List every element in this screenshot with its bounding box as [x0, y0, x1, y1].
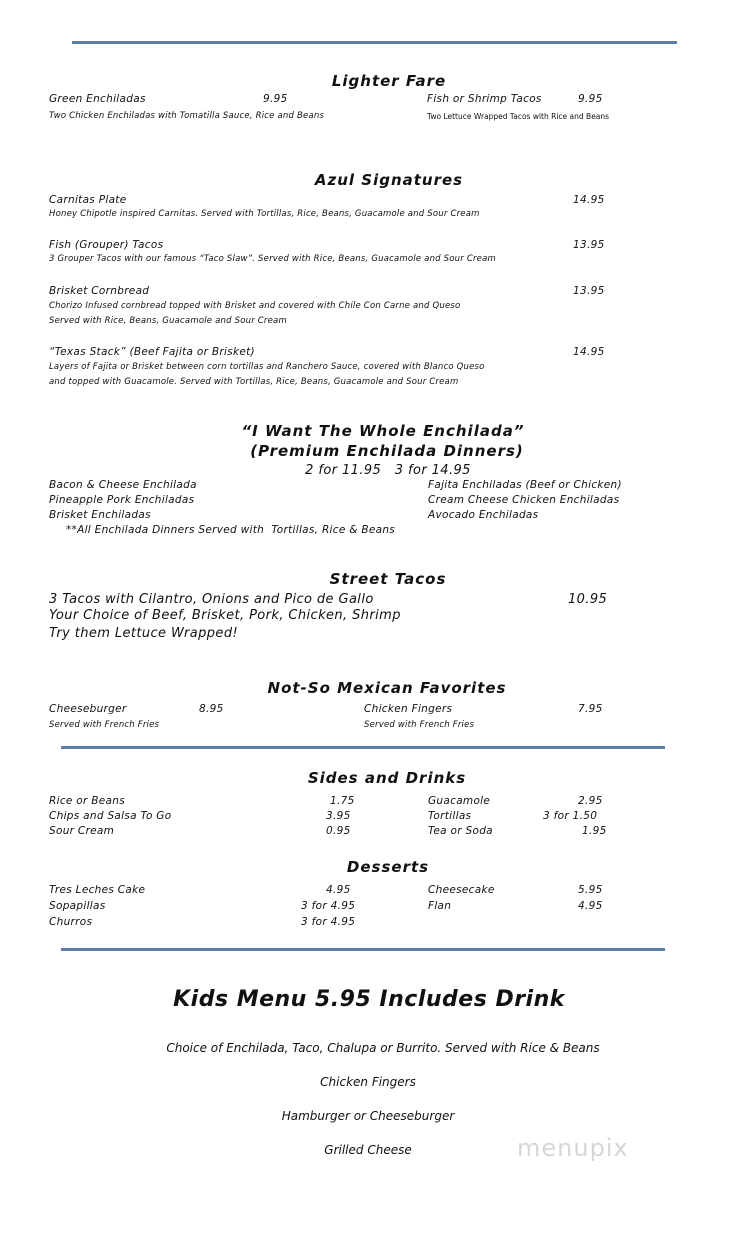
side-item-name: Sour Cream [49, 825, 115, 837]
signature-item-desc: and topped with Guacamole. Served with Tortillas, Rice, Beans, Guacamole and Sour Cream [49, 377, 459, 387]
signature-item-desc: Layers of Fajita or Brisket between corn tortillas and Ranchero Sauce, covered with Blanco Queso [49, 362, 485, 372]
enchilada-pricing: 2 for 11.95 3 for 14.95 [305, 463, 471, 478]
street-tacos-title: Street Tacos [329, 570, 447, 588]
side-item-name: Tortillas [428, 810, 472, 822]
side-item-name: Rice or Beans [49, 795, 125, 807]
dessert-item-price: 4.95 [578, 900, 603, 912]
kids-menu-item: Grilled Cheese [324, 1143, 412, 1157]
dessert-item-name: Churros [49, 916, 93, 928]
favorite-item-name: Chicken Fingers [364, 703, 453, 715]
signature-item-name: Brisket Cornbread [49, 285, 150, 297]
side-item-price: 1.95 [582, 825, 607, 837]
enchilada-option: Brisket Enchiladas [49, 509, 151, 521]
street-tacos-line: Try them Lettuce Wrapped! [49, 626, 239, 641]
enchilada-subtitle: (Premium Enchilada Dinners) [250, 442, 524, 460]
favorite-item-desc: Served with French Fries [364, 720, 475, 730]
lighter-item-price: 9.95 [578, 93, 603, 105]
sides-title: Sides and Drinks [307, 769, 467, 787]
favorite-item-name: Cheeseburger [49, 703, 127, 715]
dessert-item-name: Tres Leches Cake [49, 884, 146, 896]
signature-item-desc: Served with Rice, Beans, Guacamole and Sour Cream [49, 316, 287, 326]
signature-item-price: 13.95 [573, 239, 605, 251]
desserts-title: Desserts [346, 858, 430, 876]
dessert-item-price: 4.95 [326, 884, 351, 896]
side-item-price: 3.95 [326, 810, 351, 822]
signature-item-price: 14.95 [573, 346, 605, 358]
section-divider [61, 948, 665, 951]
signature-item-desc: Honey Chipotle inspired Carnitas. Served with Tortillas, Rice, Beans, Guacamole and Sour Cream [49, 209, 480, 219]
signature-item-price: 13.95 [573, 285, 605, 297]
section-divider [61, 746, 665, 749]
kids-menu-item: Choice of Enchilada, Taco, Chalupa or Burrito. Served with Rice & Beans [166, 1041, 600, 1055]
enchilada-option: Pineapple Pork Enchiladas [49, 494, 195, 506]
dessert-item-name: Sopapillas [49, 900, 106, 912]
side-item-price: 3 for 1.50 [543, 810, 598, 822]
side-item-price: 2.95 [578, 795, 603, 807]
side-item-price: 1.75 [330, 795, 355, 807]
street-tacos-line: Your Choice of Beef, Brisket, Pork, Chicken, Shrimp [49, 608, 401, 623]
kids-menu-title: Kids Menu 5.95 Includes Drink [173, 987, 565, 1012]
dessert-item-price: 5.95 [578, 884, 603, 896]
enchilada-option: Avocado Enchiladas [428, 509, 539, 521]
enchilada-option: Bacon & Cheese Enchilada [49, 479, 197, 491]
side-item-name: Guacamole [428, 795, 491, 807]
lighter-item-name: Fish or Shrimp Tacos [427, 93, 542, 105]
menupix-watermark: menupix [517, 1134, 629, 1162]
signatures-title: Azul Signatures [314, 171, 464, 189]
kids-menu-item: Hamburger or Cheeseburger [281, 1109, 455, 1123]
enchilada-title: “I Want The Whole Enchilada” [241, 422, 525, 440]
enchilada-option: Cream Cheese Chicken Enchiladas [428, 494, 620, 506]
side-item-name: Tea or Soda [428, 825, 493, 837]
favorites-title: Not-So Mexican Favorites [267, 679, 507, 697]
lighter-fare-title: Lighter Fare [331, 72, 447, 90]
signature-item-name: “Texas Stack” (Beef Fajita or Brisket) [49, 346, 255, 358]
favorite-item-desc: Served with French Fries [49, 720, 160, 730]
signature-item-name: Carnitas Plate [49, 194, 127, 206]
dessert-item-name: Cheesecake [428, 884, 495, 896]
favorite-item-price: 7.95 [578, 703, 603, 715]
street-tacos-line: 3 Tacos with Cilantro, Onions and Pico de Gallo [49, 592, 374, 607]
kids-menu-item: Chicken Fingers [320, 1075, 416, 1089]
dessert-item-name: Flan [428, 900, 452, 912]
side-item-price: 0.95 [326, 825, 351, 837]
enchilada-option: Fajita Enchiladas (Beef or Chicken) [428, 479, 622, 491]
enchilada-note: **All Enchilada Dinners Served with Tortillas, Rice & Beans [66, 524, 396, 536]
lighter-item-desc: Two Chicken Enchiladas with Tomatilla Sauce, Rice and Beans [49, 111, 325, 121]
lighter-item-desc: Two Lettuce Wrapped Tacos with Rice and Beans [427, 112, 610, 121]
signature-item-price: 14.95 [573, 194, 605, 206]
favorite-item-price: 8.95 [199, 703, 224, 715]
top-divider [72, 41, 677, 44]
signature-item-desc: 3 Grouper Tacos with our famous “Taco Slaw”. Served with Rice, Beans, Guacamole and Sour Cream [49, 254, 496, 264]
street-tacos-price: 10.95 [568, 592, 608, 607]
dessert-item-price: 3 for 4.95 [301, 916, 356, 928]
dessert-item-price: 3 for 4.95 [301, 900, 356, 912]
side-item-name: Chips and Salsa To Go [49, 810, 172, 822]
signature-item-name: Fish (Grouper) Tacos [49, 239, 164, 251]
signature-item-desc: Chorizo Infused cornbread topped with Brisket and covered with Chile Con Carne and Queso [49, 301, 461, 311]
lighter-item-price: 9.95 [263, 93, 288, 105]
lighter-item-name: Green Enchiladas [49, 93, 146, 105]
